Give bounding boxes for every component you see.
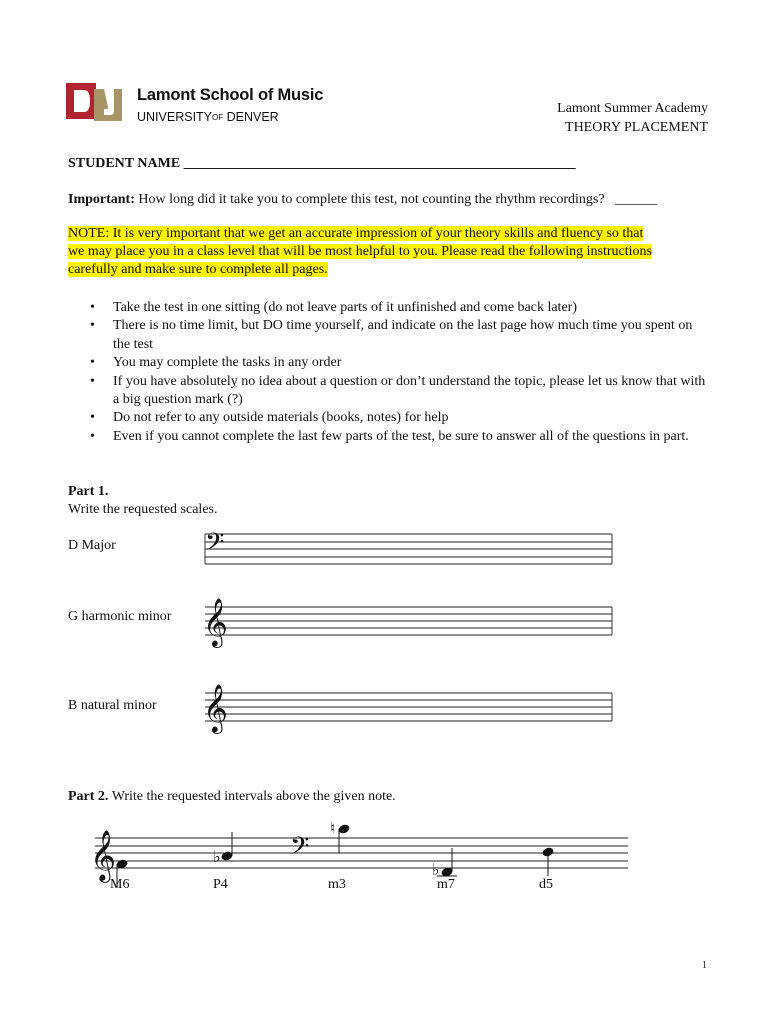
du-monogram-icon <box>66 83 122 121</box>
interval-label-p4: P4 <box>213 877 228 892</box>
university-suffix: DENVER <box>226 110 279 124</box>
flat-icon: ♭ <box>213 847 221 866</box>
interval-label-m7: m7 <box>437 877 455 892</box>
flat-icon: ♭ <box>432 860 440 879</box>
note-line-3: carefully and make sure to complete all pages. <box>68 262 328 277</box>
given-note-g-natural <box>338 824 350 853</box>
staff-g-harmonic-minor <box>205 607 612 635</box>
university-name <box>137 110 279 124</box>
academy-name: Lamont Summer Academy <box>557 101 708 116</box>
staff-intervals <box>95 838 628 868</box>
list-item: • Take the test in one sitting (do not leave parts of it unfinished and come back later) <box>68 299 708 317</box>
natural-icon: ♮ <box>330 819 336 837</box>
treble-clef-icon: 𝄞 <box>203 683 228 732</box>
interval-label-m3: m3 <box>328 877 346 892</box>
instructions-list <box>68 299 708 446</box>
note-line-2: we may place you in a class level that will be most helpful to you. Please read the following instructions <box>68 244 652 259</box>
note-line-1: NOTE: It is very important that we get an accurate impression of your theory skills and fluency so that <box>68 226 644 241</box>
bass-clef-icon: 𝄢 <box>290 832 310 867</box>
document-title: THEORY PLACEMENT <box>565 120 708 135</box>
student-name-row <box>68 155 576 173</box>
part1-heading: Part 1. <box>68 484 109 499</box>
part2-heading-row <box>68 788 396 806</box>
university-prefix: UNIVERSITY <box>137 110 213 124</box>
list-item: • There is no time limit, but DO time yourself, and indicate on the last page how much time you spent on the test <box>68 317 708 354</box>
bass-clef-icon: 𝄢 <box>205 528 225 563</box>
treble-clef-icon: 𝄞 <box>203 597 228 646</box>
part2-heading: Part 2. <box>68 789 109 804</box>
important-label: Important: <box>68 192 135 207</box>
scale-label-d-major: D Major <box>68 538 116 553</box>
part1-instruction: Write the requested scales. <box>68 502 218 517</box>
scale-label-g-harmonic-minor: G harmonic minor <box>68 609 172 624</box>
student-name-label: STUDENT NAME <box>68 156 181 171</box>
list-item: • You may complete the tasks in any order <box>68 354 708 372</box>
interval-label-d5: d5 <box>539 877 553 892</box>
note-block <box>68 225 652 279</box>
staff-b-natural-minor <box>205 693 612 721</box>
time-taken-field[interactable]: ______ <box>615 192 658 207</box>
scale-label-b-natural-minor: B natural minor <box>68 698 157 713</box>
important-question <box>68 191 718 209</box>
treble-clef-icon: 𝄞 <box>90 830 117 881</box>
important-text: How long did it take you to complete this test, not counting the rhythm recordings? <box>138 192 605 207</box>
staff-d-major <box>205 534 612 564</box>
page-number: 1 <box>702 960 707 971</box>
interval-label-m6: M6 <box>110 877 130 892</box>
given-note-a-flat <box>221 832 233 861</box>
university-of: OF <box>212 113 224 122</box>
given-note-d <box>542 847 554 876</box>
list-item: • Even if you cannot complete the last few parts of the test, be sure to answer all of the questions in part. <box>68 428 708 446</box>
student-name-field[interactable]: ________________________________________________________ <box>183 156 576 171</box>
list-item: • If you have absolutely no idea about a question or don’t understand the topic, please let us know that with a big question mark (?) <box>68 373 708 410</box>
part2-instruction: Write the requested intervals above the given note. <box>111 789 396 804</box>
school-name: Lamont School of Music <box>137 86 324 104</box>
list-item: • Do not refer to any outside materials (books, notes) for help <box>68 409 708 427</box>
given-note-low-a-flat <box>437 848 457 877</box>
